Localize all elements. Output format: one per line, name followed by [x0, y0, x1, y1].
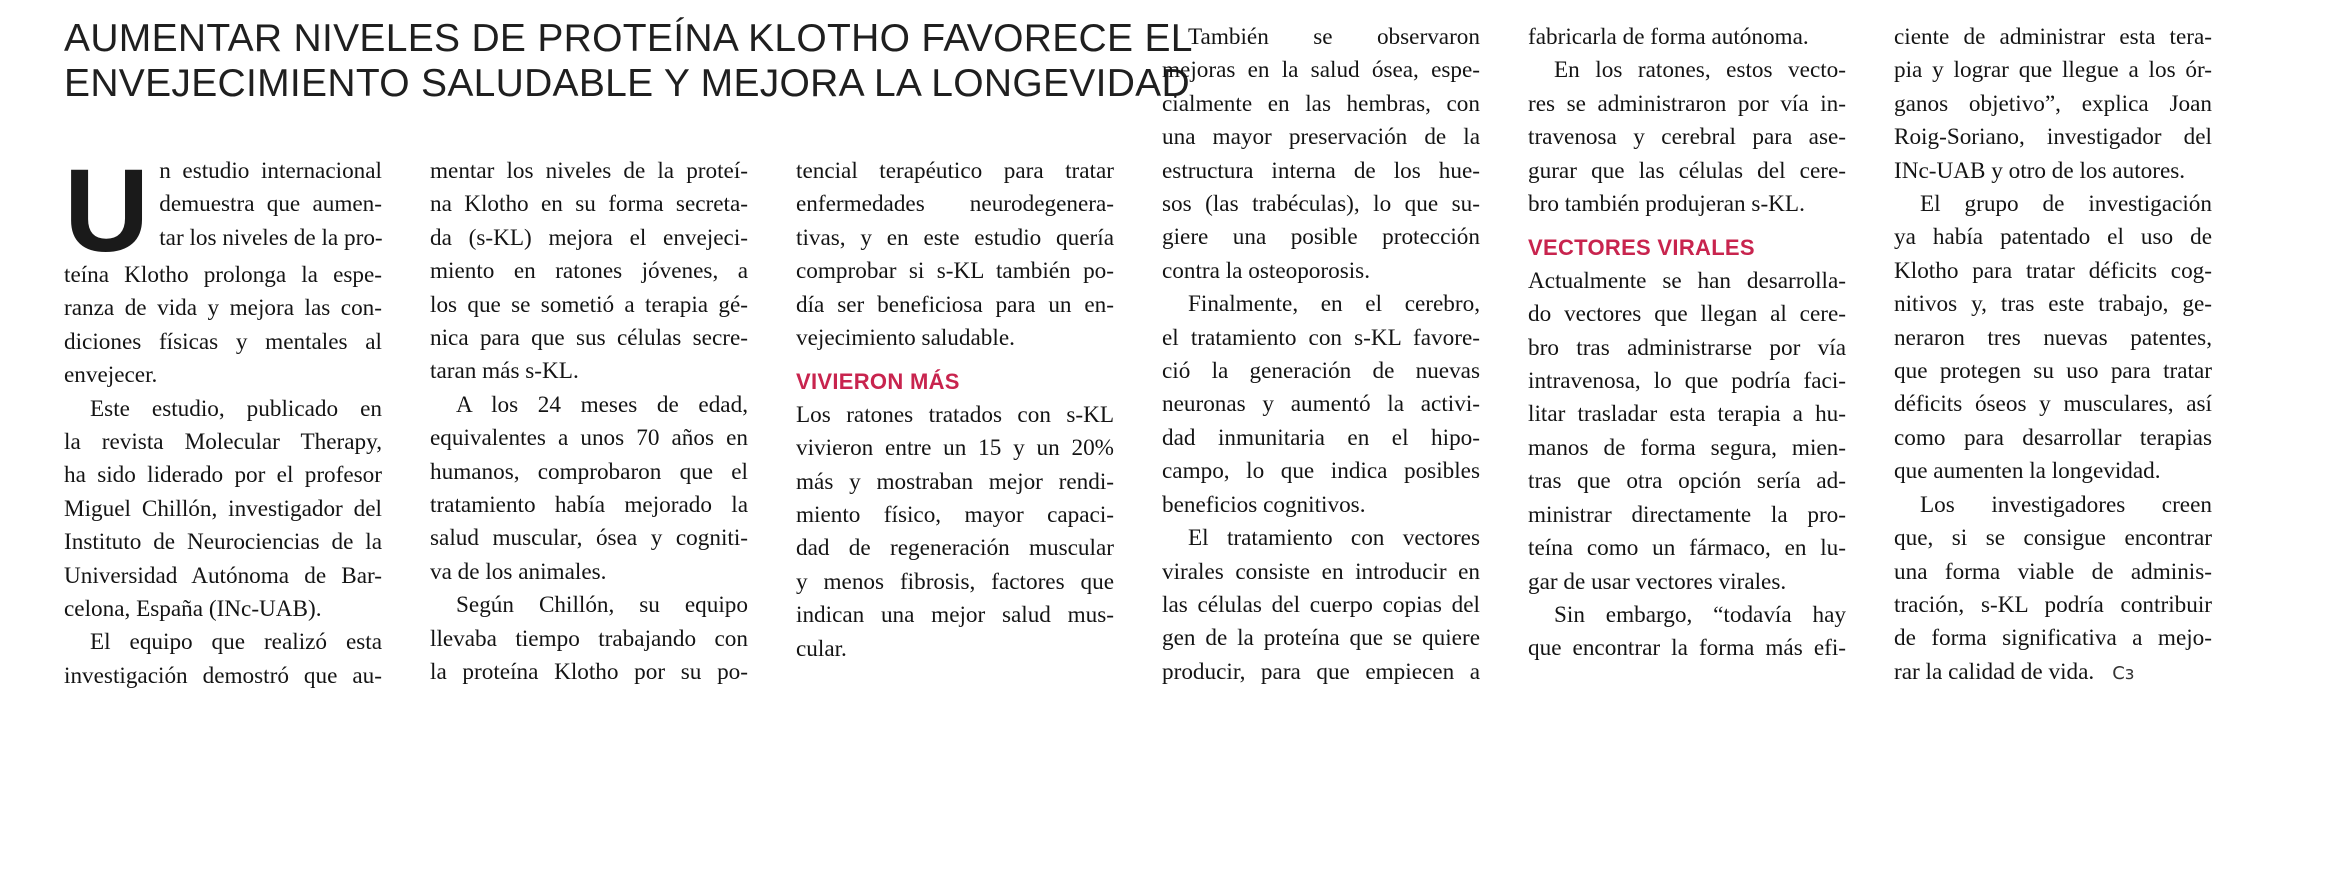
- column-4-line: dad inmunitaria en el hipo-: [1162, 424, 1480, 451]
- column-6-line: déficits óseos y musculares, así: [1894, 391, 2212, 418]
- column-6-line: Los investigadores creen: [1920, 491, 2212, 518]
- article-column-3: [796, 155, 1114, 666]
- column-5-line: do vectores que llegan al cere-: [1528, 301, 1846, 328]
- column-2-line: Según Chillón, su equipo: [456, 592, 748, 619]
- column-6-line: de forma significativa a mejo-: [1894, 625, 2212, 652]
- column-1-line: n estudio internacional: [159, 158, 382, 184]
- column-3-line: enfermedades neurodegenera-: [796, 191, 1114, 218]
- column-2-line: nica para que sus células secre-: [430, 325, 748, 352]
- column-4-line: giere una posible protección: [1162, 224, 1480, 251]
- column-5-line: que encontrar la forma más efi-: [1528, 635, 1846, 662]
- column-5-line: ministrar directamente la pro-: [1528, 501, 1846, 528]
- article-column-6: [1894, 21, 2212, 690]
- column-3-line: vivieron entre un 15 y un 20%: [796, 435, 1114, 462]
- column-1-line: demuestra que aumen-: [159, 191, 382, 218]
- column-1-line: investigación demostró que au-: [64, 662, 382, 689]
- column-3-line: tivas, y en este estudio quería: [796, 224, 1114, 251]
- column-5-line: fabricarla de forma autónoma.: [1528, 24, 1809, 50]
- column-2-line: equivalentes a unos 70 años en: [430, 425, 748, 452]
- column-4-line: El tratamiento con vectores: [1188, 525, 1480, 552]
- column-6-line: Klotho para tratar déficits cog-: [1894, 257, 2212, 284]
- column-6-line: neraron tres nuevas patentes,: [1894, 324, 2212, 351]
- headline-line-2: ENVEJECIMIENTO SALUDABLE Y MEJORA LA LONGEVIDAD: [64, 62, 1190, 105]
- column-2-line: los que se sometió a terapia gé-: [430, 291, 748, 318]
- column-6-line: como para desarrollar terapias: [1894, 424, 2212, 451]
- column-1-line: celona, España (INc-UAB).: [64, 596, 322, 623]
- column-1-line: El equipo que realizó esta: [90, 629, 382, 656]
- column-4-line: contra la osteoporosis.: [1162, 257, 1370, 284]
- column-2-line: taran más s-KL.: [430, 358, 579, 385]
- column-4-line: neuronas y aumentó la activi-: [1162, 391, 1480, 418]
- column-1-line: la revista Molecular Therapy,: [64, 429, 382, 456]
- column-4-line: virales consiste en introducir en: [1162, 558, 1480, 585]
- column-1-line: ha sido liderado por el profesor: [64, 462, 382, 489]
- column-6-line: que protegen su uso para tratar: [1894, 358, 2212, 385]
- column-3-line: dad de regeneración muscular: [796, 535, 1114, 562]
- column-5-line: Actualmente se han desarrolla-: [1528, 267, 1846, 294]
- column-4-line: el tratamiento con s-KL favore-: [1162, 324, 1480, 351]
- column-1-line: Universidad Autónoma de Bar-: [64, 562, 382, 589]
- column-5-line: manos de forma segura, mien-: [1528, 434, 1846, 461]
- column-5-line: bro también produjeran s-KL.: [1528, 191, 1805, 218]
- column-4-line: mejoras en la salud ósea, espe-: [1162, 57, 1480, 84]
- column-5-line: litar trasladar esta terapia a hu-: [1528, 401, 1846, 428]
- article-column-5: [1528, 21, 1846, 666]
- column-4-line: cialmente en las hembras, con: [1162, 90, 1480, 117]
- column-4-line: campo, lo que indica posibles: [1162, 458, 1480, 485]
- column-3-line: miento físico, mayor capaci-: [796, 502, 1114, 529]
- column-6-line: que aumenten la longevidad.: [1894, 458, 2161, 485]
- column-2-line: na Klotho en su forma secreta-: [430, 191, 748, 218]
- column-3-line: Los ratones tratados con s-KL: [796, 401, 1114, 428]
- column-5-line: gurar que las células del cere-: [1528, 157, 1846, 184]
- column-2-line: mentar los niveles de la proteí-: [430, 158, 748, 184]
- column-3-line: tencial terapéutico para tratar: [796, 158, 1114, 184]
- column-6-line: El grupo de investigación: [1920, 191, 2212, 218]
- column-5-line: travenosa y cerebral para ase-: [1528, 124, 1846, 151]
- end-mark-icon: Cɜ: [2112, 662, 2135, 684]
- column-6-last-line: rar la calidad de vida.: [1894, 658, 2095, 685]
- column-1-line: ranza de vida y mejora las con-: [64, 295, 382, 322]
- column-3-line: más y mostraban mejor rendi-: [796, 468, 1114, 495]
- column-5-line: En los ratones, estos vecto-: [1554, 57, 1846, 84]
- column-4-line: gen de la proteína que se quiere: [1162, 625, 1480, 652]
- column-5-line: Sin embargo, “todavía hay: [1554, 601, 1846, 628]
- column-1-line: Instituto de Neurociencias de la: [64, 529, 382, 556]
- column-1-line: Miguel Chillón, investigador del: [64, 495, 382, 522]
- column-2-line: la proteína Klotho por su po-: [430, 659, 748, 686]
- article-column-4: [1162, 21, 1480, 689]
- column-5-line: teína como un fármaco, en lu-: [1528, 535, 1846, 562]
- column-3-line: indican una mejor salud mus-: [796, 602, 1114, 629]
- column-1-line: diciones físicas y mentales al: [64, 328, 382, 355]
- column-2-line: va de los animales.: [430, 558, 607, 585]
- drop-cap: U: [64, 145, 150, 277]
- column-4-line: estructura interna de los hue-: [1162, 157, 1480, 184]
- column-5-line: bro tras administrarse por vía: [1528, 334, 1846, 361]
- column-6-line: tración, s-KL podría contribuir: [1894, 591, 2212, 618]
- column-2-line: A los 24 meses de edad,: [456, 391, 748, 418]
- headline: [64, 16, 1193, 106]
- column-6-line: Roig-Soriano, investigador del: [1894, 124, 2212, 151]
- column-4-line: beneficios cognitivos.: [1162, 491, 1366, 518]
- column-6-line: una forma viable de adminis-: [1894, 558, 2212, 585]
- column-3-line: comprobar si s-KL también po-: [796, 258, 1114, 285]
- column-1-line: tar los niveles de la pro-: [159, 224, 383, 251]
- subheading-vivieron-mas: VIVIERON MÁS: [796, 369, 960, 395]
- column-6-line: ya había patentado el uso de: [1894, 224, 2212, 251]
- column-4-line: las células del cuerpo copias del: [1162, 591, 1480, 618]
- column-6-line: ciente de administrar esta tera-: [1894, 24, 2212, 50]
- column-2-line: llevaba tiempo trabajando con: [430, 625, 748, 652]
- column-6-line: nitivos y, tras este trabajo, ge-: [1894, 291, 2212, 318]
- column-2-line: salud muscular, ósea y cogniti-: [430, 525, 748, 552]
- column-2-line: tratamiento había mejorado la: [430, 492, 748, 519]
- column-3-line: día ser beneficiosa para un en-: [796, 291, 1114, 318]
- headline-line-1: AUMENTAR NIVELES DE PROTEÍNA KLOTHO FAVORECE EL: [64, 17, 1193, 60]
- column-4-line: También se observaron: [1188, 24, 1480, 50]
- column-5-line: tras que otra opción sería ad-: [1528, 468, 1846, 495]
- column-6-line: [1894, 656, 2212, 690]
- column-5-line: gar de usar vectores virales.: [1528, 568, 1787, 595]
- article-column-2: [430, 155, 748, 690]
- column-3-line: vejecimiento saludable.: [796, 325, 1015, 352]
- column-6-line: que, si se consigue encontrar: [1894, 525, 2212, 552]
- column-6-line: INc-UAB y otro de los autores.: [1894, 157, 2186, 184]
- subheading-vectores-virales: VECTORES VIRALES: [1528, 235, 1755, 261]
- column-4-line: producir, para que empiecen a: [1162, 658, 1480, 685]
- column-1-line: teína Klotho prolonga la espe-: [64, 262, 382, 288]
- column-2-line: humanos, comprobaron que el: [430, 458, 748, 485]
- column-3-line: y menos fibrosis, factores que: [796, 568, 1114, 595]
- column-5-line: intravenosa, lo que podría faci-: [1528, 368, 1846, 395]
- column-2-line: da (s-KL) mejora el envejeci-: [430, 224, 748, 251]
- column-4-line: Finalmente, en el cerebro,: [1188, 291, 1480, 318]
- column-6-line: pia y lograr que llegue a los ór-: [1894, 57, 2212, 84]
- article-column-1: [64, 145, 383, 693]
- column-5-line: res se administraron por vía in-: [1528, 90, 1846, 117]
- column-3-line: cular.: [796, 635, 847, 662]
- column-4-line: sos (las trabéculas), lo que su-: [1162, 191, 1480, 218]
- column-2-line: miento en ratones jóvenes, a: [430, 258, 748, 285]
- column-4-line: ció la generación de nuevas: [1162, 358, 1480, 385]
- column-1-line: envejecer.: [64, 362, 158, 389]
- column-6-line: ganos objetivo”, explica Joan: [1894, 90, 2212, 117]
- column-4-line: una mayor preservación de la: [1162, 124, 1480, 151]
- column-1-line: Este estudio, publicado en: [90, 395, 382, 422]
